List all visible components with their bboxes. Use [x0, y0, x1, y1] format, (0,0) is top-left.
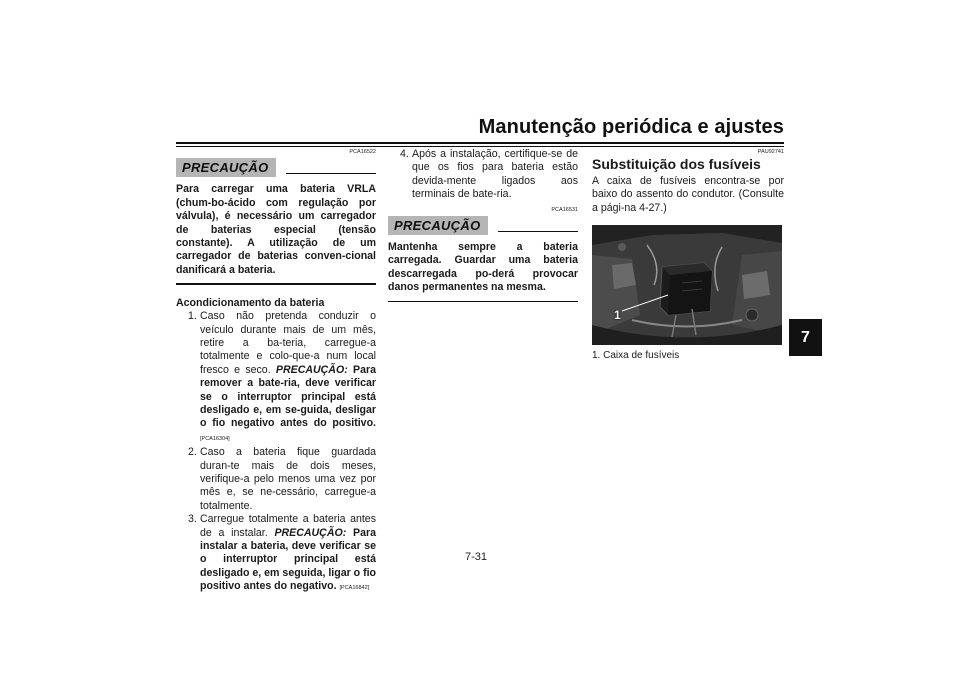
list-number: 1.	[188, 310, 197, 323]
list-text: Caso não pretenda conduzir o veículo durante mais de um mês, retire a ba-teria, carregue-a totalmente e colo-que-a num local fresco e seco.	[200, 310, 376, 376]
column-middle	[388, 148, 578, 302]
reference-code: PAU92741	[757, 149, 784, 155]
caution-header	[176, 158, 376, 177]
reference-code: PCA16522	[349, 149, 376, 155]
list-number: 2.	[188, 446, 197, 459]
inline-code: [PCA16304]	[200, 435, 230, 442]
column-left	[176, 148, 376, 596]
list-item	[176, 513, 376, 595]
list-text: Após a instalação, certifique-se de que os fios para bateria estão devida-mente ligados aos terminais de bate-ria.	[412, 148, 578, 201]
section-subheading: Acondicionamento da bateria	[176, 296, 325, 309]
list-item	[176, 310, 376, 446]
inline-caution: PRECAUÇÃO:	[274, 526, 354, 539]
fuse-box-photo	[592, 225, 782, 345]
page-title: Manutenção periódica e ajustes	[478, 116, 784, 138]
inline-caution: PRECAUÇÃO:	[275, 363, 354, 376]
chapter-tab[interactable]: 7	[789, 319, 822, 356]
list-number: 4.	[400, 148, 409, 160]
list-number: 3.	[188, 513, 197, 526]
caution-label: PRECAUÇÃO	[388, 216, 488, 235]
reference-code: PCA16531	[551, 206, 578, 213]
caution-text: Para carregar uma bateria VRLA (chum-bo-ácido com regulação por válvula), é necessário um carregador de baterias especial (tensão constante). A utilização de um carregador de baterias conven-cional danificará a bateria.	[176, 183, 376, 276]
caution-line	[498, 231, 578, 233]
column-right	[592, 148, 784, 363]
caution-text: Mantenha sempre a bateria carregada. Guardar uma bateria descarregada po-derá provocar danos permanentes na mesma.	[388, 241, 578, 294]
fuse-box-illustration	[592, 225, 782, 345]
figure-caption: 1. Caixa de fusíveis	[592, 350, 680, 362]
list-item	[176, 446, 376, 513]
inline-code: [PCA16842]	[339, 585, 370, 592]
inline-caution-text: Para remover a bate-ria, deve verificar se o interruptor principal está desligado e, em se-guida, desligar o fio negativo antes do positivo.	[200, 363, 376, 430]
caution-end-rule	[176, 283, 376, 285]
caution-end-rule	[388, 301, 578, 303]
section-text: A caixa de fusíveis encontra-se por baixo do assento do condutor. (Consulte a pági-na 4-27.)	[592, 175, 784, 214]
list-text: Carregue totalmente a bateria antes de a instalar.	[200, 513, 376, 539]
list-item	[388, 148, 578, 202]
caution-label: PRECAUÇÃO	[176, 158, 276, 177]
list-text: Caso a bateria fique guardada duran-te mais de dois meses, verifique-a pelo menos uma vez por mês e, se ne-cessário, carregue-a totalmente.	[200, 446, 376, 512]
caution-line	[286, 173, 376, 175]
callout-number: 1	[614, 308, 621, 323]
inline-caution-text: Para instalar a bateria, deve verificar se o interruptor principal está desligado e, em seguida, ligar o fio positivo antes do negativo.	[200, 526, 377, 593]
page-number: 7-31	[465, 551, 488, 563]
header-rule	[176, 142, 784, 144]
caution-header	[388, 216, 578, 235]
section-title: Substituição dos fusíveis	[592, 156, 761, 172]
header-rule-thin	[176, 146, 784, 147]
